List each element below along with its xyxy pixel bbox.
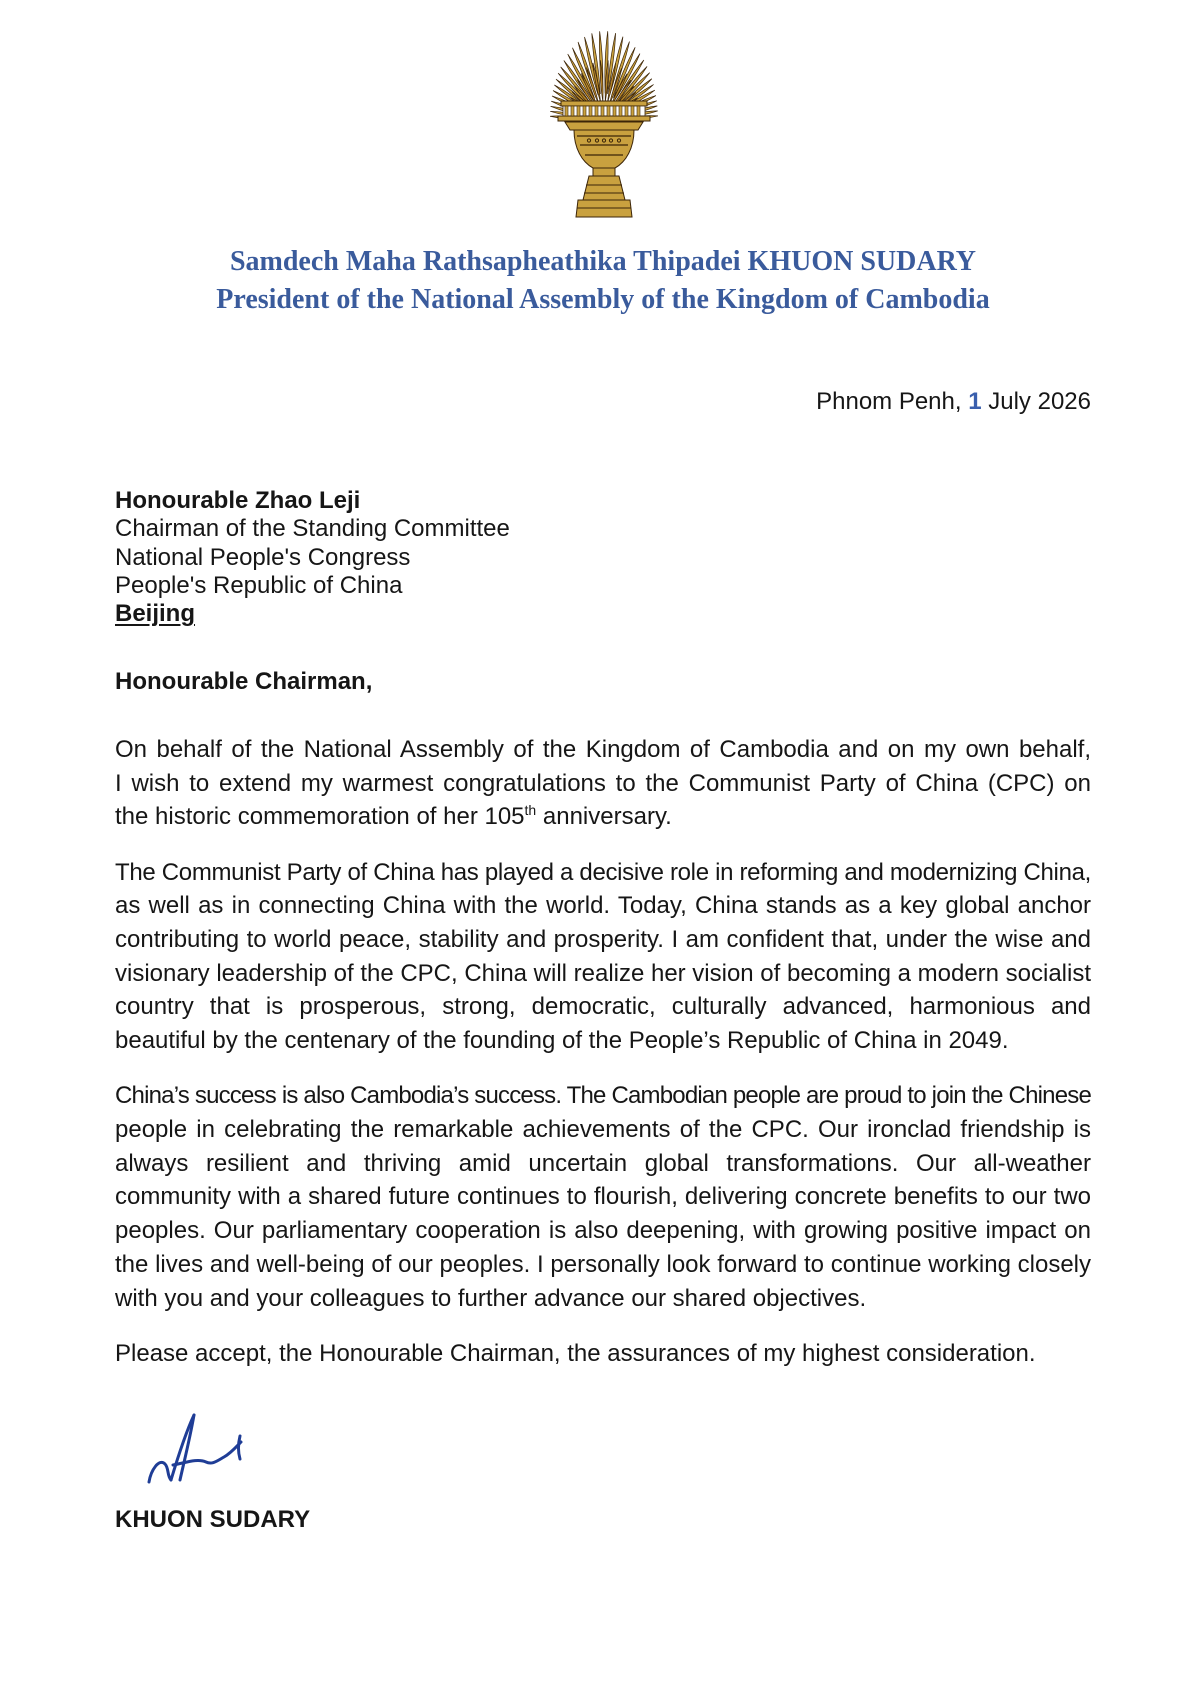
line-text: peoples. Our parliamentary cooperation is also deepening, with growing positive impact on [115,1217,1091,1245]
date-month-year: July 2026 [988,388,1091,415]
line-text: as well as in connecting China with the world. Today, China stands as a key global anchor [115,892,1091,920]
emblem-column [607,106,610,116]
line-text: with you and your colleagues to further advance our shared objectives. [115,1284,867,1312]
line-text: community with a shared future continues to flourish, delivering concrete benefits to our two [115,1183,1091,1211]
closing-line: Please accept, the Honourable Chairman, the assurances of my highest consideration. [115,1339,1036,1367]
paragraph-line [115,800,1091,834]
paragraph-line [115,1180,1091,1214]
paragraph-line [115,957,1091,991]
handwritten-signature [147,1412,247,1490]
emblem-temple-band [558,101,650,121]
signature-stroke [239,1436,241,1459]
letterhead-name: Samdech Maha Rathsapheathika Thipadei KHUON SUDARY [229,246,977,277]
emblem-column [589,106,592,116]
paragraph-line [115,1079,1091,1113]
line-text: visionary leadership of the CPC, China will realize her vision of becoming a modern socialist [115,959,1091,987]
paragraph-line [115,1113,1091,1147]
paragraph-line [115,856,1091,890]
recipient-organization: National People's Congress [115,543,411,571]
line-text: always resilient and thriving amid uncertain global transformations. Our all-weather [115,1149,1091,1177]
paragraph-line [115,1147,1091,1181]
letterhead-title: President of the National Assembly of the Kingdom of Cambodia [216,284,990,315]
paragraph-line [115,1282,1091,1316]
emblem-column [613,106,616,116]
recipient-address [115,487,510,628]
national-assembly-emblem [549,30,659,220]
ordinal-suffix: th [524,802,537,819]
paragraph-3 [115,1079,1091,1315]
letter-body [115,733,1091,1392]
signatory-name: KHUON SUDARY [115,1506,311,1533]
paragraph-line [115,1214,1091,1248]
emblem-column [601,106,604,116]
paragraph-line [115,990,1091,1024]
emblem-foot [583,176,625,200]
paragraph-line [115,733,1091,767]
recipient-title: Chairman of the Standing Committee [115,515,510,543]
line-text: On behalf of the National Assembly of the Kingdom of Cambodia and on my own behalf, [115,736,1091,763]
paragraph-line [115,1248,1091,1282]
line-text: the historic commemoration of her 105 [115,803,525,831]
emblem-tray [565,122,643,130]
recipient-city: Beijing [115,600,196,628]
salutation: Honourable Chairman, [115,668,373,695]
letter-date [816,385,1091,418]
emblem-column [577,106,580,116]
paragraph-line [115,923,1091,957]
paragraph-2 [115,856,1091,1058]
signature-stroke [149,1462,171,1482]
line-text: The Communist Party of China has played a decisive role in reforming and modernizing China, [115,858,1091,886]
line-text: people in celebrating the remarkable achievements of the CPC. Our ironclad friendship is [115,1116,1091,1144]
recipient-country: People's Republic of China [115,571,403,599]
emblem-column [571,106,574,116]
emblem-urn [565,122,643,217]
date-place: Phnom Penh, [816,388,962,415]
recipient-name: Honourable Zhao Leji [115,487,361,514]
line-text: beautiful by the centenary of the founding of the People’s Republic of China in 2049. [115,1027,1009,1055]
date-day: 1 [968,388,982,415]
paragraph-line [115,1024,1091,1058]
emblem-column [565,106,568,116]
paragraph-line [115,767,1091,801]
emblem-column [595,106,598,116]
emblem-stem [593,168,615,176]
emblem-column [583,106,586,116]
emblem-column [625,106,628,116]
line-text: contributing to world peace, stability and prosperity. I am confident that, under the wise and [115,926,1091,954]
line-text: the lives and well-being of our peoples. I personally look forward to continue working closely [115,1250,1091,1278]
line-text: country that is prosperous, strong, democratic, culturally advanced, harmonious and [115,993,1091,1021]
line-text: China’s success is also Cambodia’s success. The Cambodian people are proud to join the Chinese [115,1082,1091,1110]
line-text: I wish to extend my warmest congratulations to the Communist Party of China (CPC) on [115,769,1091,797]
emblem-column [637,106,640,116]
paragraph-1 [115,733,1091,834]
emblem-column [619,106,622,116]
paragraph-line [115,889,1091,923]
emblem-column [631,106,634,116]
line-text: anniversary. [542,803,672,831]
